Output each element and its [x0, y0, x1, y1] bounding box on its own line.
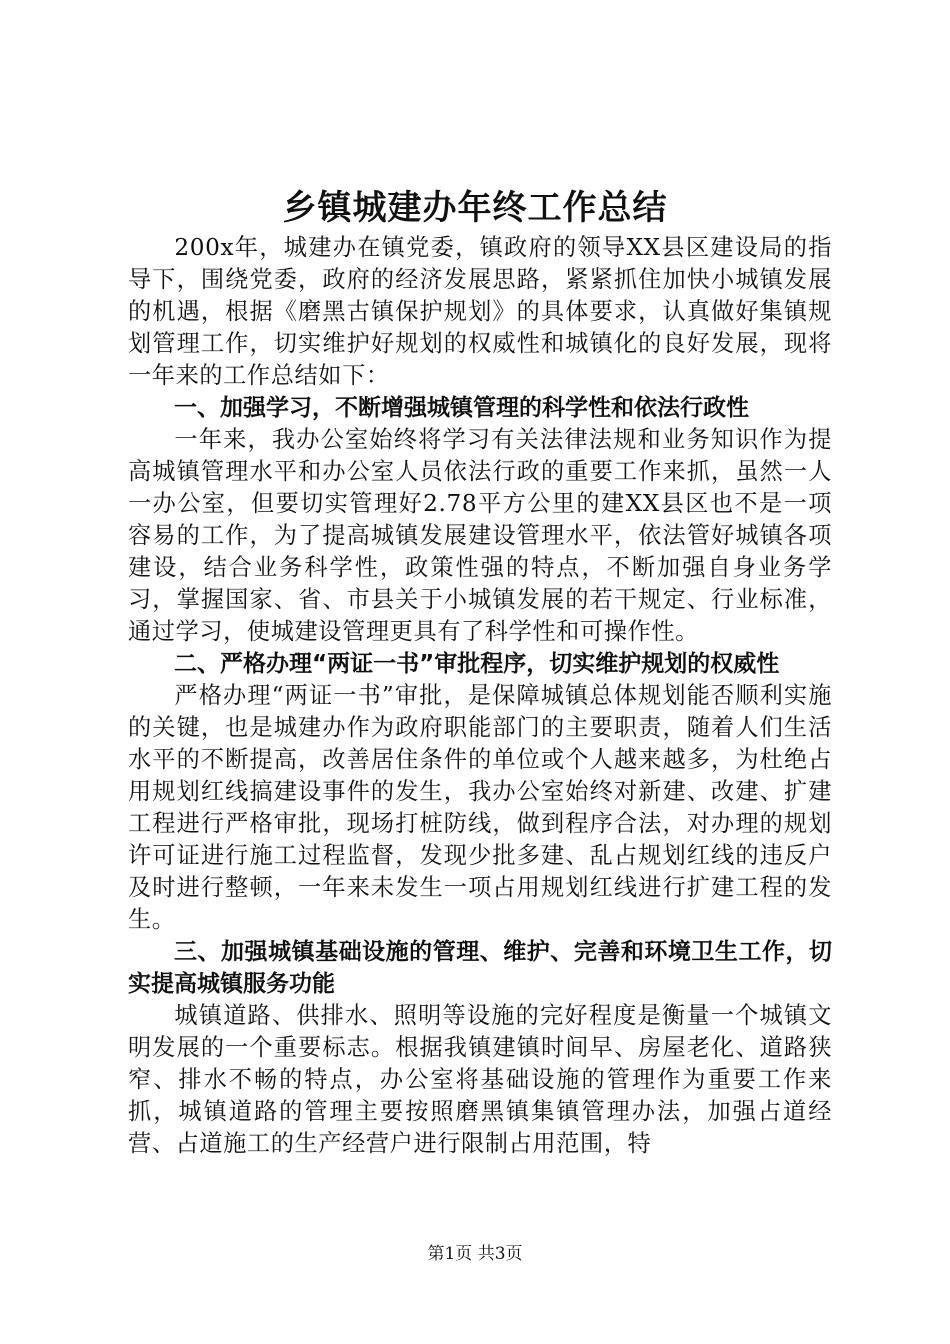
section-3-paragraph: 城镇道路、供排水、照明等设施的完好程度是衡量一个城镇文明发展的一个重要标志。根据我镇建镇时间早、房屋老化、道路狭窄、排水不畅的特点，办公室将基础设施的管理作为重要工作来抓，城镇道路的管理主要按照磨黑镇集镇管理办法，加强占道经营、占道施工的生产经营户进行限制占用范围，特: [128, 1002, 832, 1157]
section-heading-1: 一、加强学习，不断增强城镇管理的科学性和依法行政性: [174, 395, 749, 421]
page-number-footer: 第1页 共3页: [427, 1244, 523, 1264]
intro-paragraph: 200x年，城建办在镇党委，镇政府的领导XX县区建设局的指导下，围绕党委，政府的经济发展思路，紧紧抓住加快小城镇发展的机遇，根据《磨黑古镇保护规划》的具体要求，认真做好集镇规划管理工作，切实维护好规划的权威性和城镇化的良好发展，现将一年来的工作总结如下：: [128, 234, 832, 389]
section-heading-2: 二、严格办理“两证一书”审批程序，切实维护规划的权威性: [174, 651, 780, 677]
section-2-paragraph: 严格办理“两证一书”审批，是保障城镇总体规划能否顺利实施的关键，也是城建办作为政府职能部门的主要职责，随着人们生活水平的不断提高，改善居住条件的单位或个人越来越多，为杜绝占用规划红线搞建设事件的发生，我办公室始终对新建、改建、扩建工程进行严格审批，现场打桩防线，做到程序合法，对办理的规划许可证进行施工过程监督，发现少批多建、乱占规划红线的违反户及时进行整顿，一年来未发生一项占用规划红线进行扩建工程的发生。: [128, 682, 832, 933]
section-1-paragraph: 一年来，我办公室始终将学习有关法律法规和业务知识作为提高城镇管理水平和办公室人员依法行政的重要工作来抓，虽然一人一办公室，但要切实管理好2.78平方公里的建XX县区也不是一项容易的工作，为了提高城镇发展建设管理水平，依法管好城镇各项建设，结合业务科学性，政策性强的特点，不断加强自身业务学习，掌握国家、省、市县关于小城镇发展的若干规定、行业标准，通过学习，使城建设管理更具有了科学性和可操作性。: [128, 426, 832, 645]
document-title: 乡镇城建办年终工作总结: [282, 188, 668, 228]
document-body: [128, 232, 832, 1160]
section-heading-3: 三、加强城镇基础设施的管理、维护、完善和环境卫生工作，切实提高城镇服务功能: [128, 939, 832, 997]
